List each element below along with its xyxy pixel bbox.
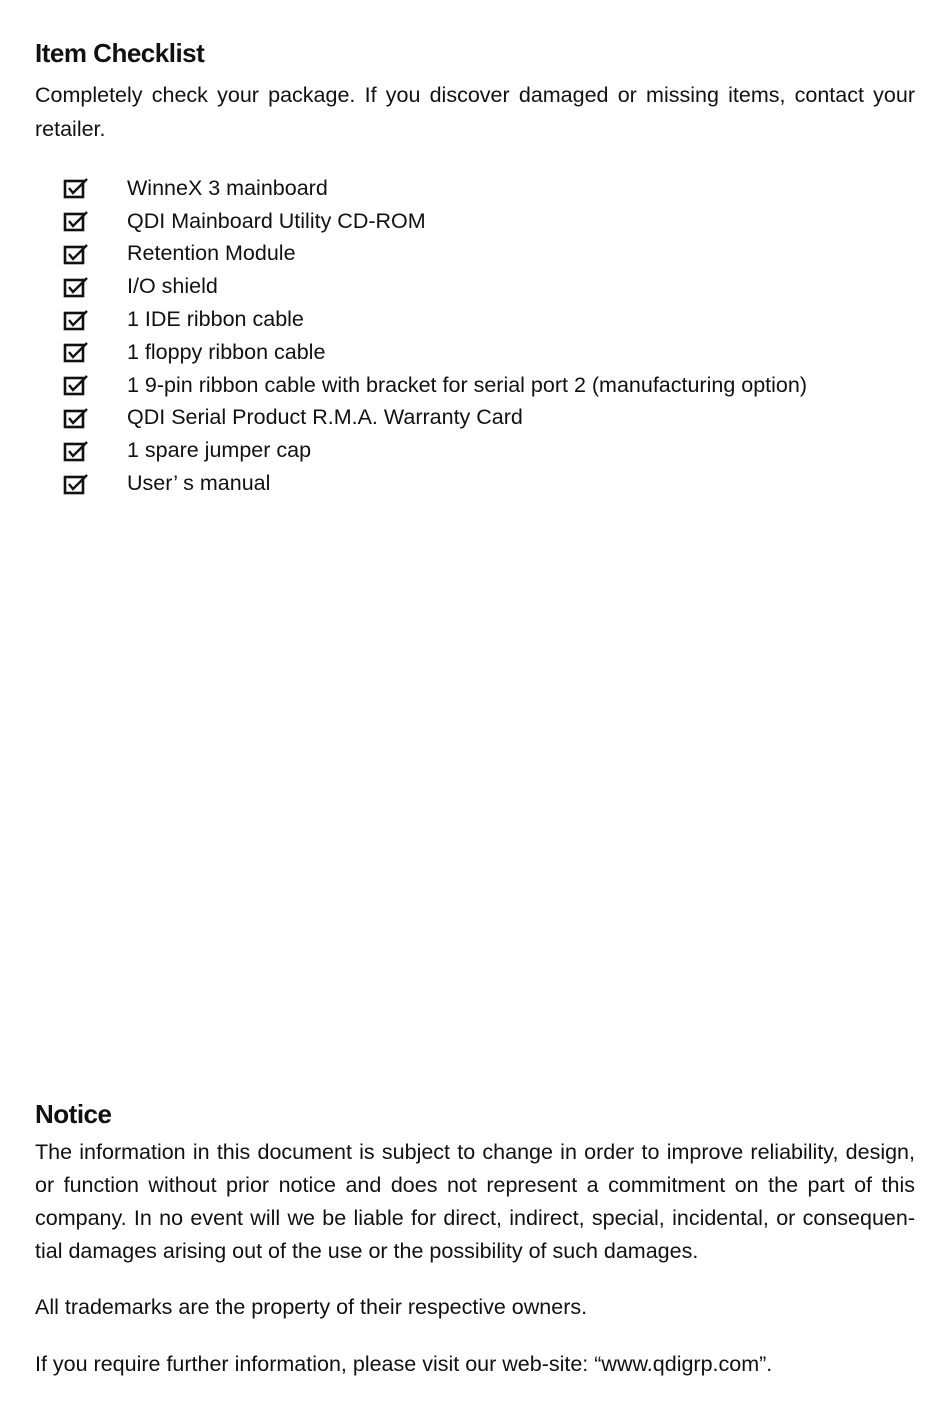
checked-box-icon [63,440,91,462]
notice-paragraph: The information in this document is subject to change in order to improve reliability, design, or function without prior notice and does not represent a commitment on the part of this company. In no event will we be liable for direct, indirect, special, incidental, or consequen-tial damages arising out of the use or the possibility of such damages. [35,1140,915,1263]
checked-box-icon [63,243,91,265]
checklist-item-label: Retention Module [127,241,296,266]
checked-box-icon [63,210,91,232]
checklist-item-label: 1 spare jumper cap [127,438,312,463]
checklist-item [63,369,807,402]
checklist-item-label: 1 IDE ribbon cable [127,307,304,332]
checklist-item [63,336,807,369]
checked-box-icon [63,309,91,331]
checklist-item-label: QDI Serial Product R.M.A. Warranty Card [127,405,523,430]
checklist-item-label: I/O shield [127,274,218,299]
checklist-item-label: WinneX 3 mainboard [127,175,328,200]
checklist-item-label: 1 9-pin ribbon cable with bracket for serial port 2 (manufacturing option) [127,372,807,397]
checked-box-icon [63,177,91,199]
checklist-item [63,467,807,500]
checklist-item [63,172,807,205]
notice-title: Notice [35,1099,112,1129]
website-paragraph: If you require further information, please visit our web-site: “www.qdigrp.com”. [35,1352,773,1376]
checklist-list [63,172,807,500]
checked-box-icon [63,341,91,363]
checklist-title: Item Checklist [35,38,205,68]
checklist-item-label: User’ s manual [127,471,271,496]
checklist-item [63,303,807,336]
checklist-item-label: QDI Mainboard Utility CD-ROM [127,208,426,233]
checklist-item [63,238,807,271]
checklist-intro: Completely check your package. If you discover damaged or missing items, contact your retailer. [35,83,915,141]
checked-box-icon [63,374,91,396]
checked-box-icon [63,276,91,298]
checklist-item [63,434,807,467]
checklist-item [63,205,807,238]
trademark-paragraph: All trademarks are the property of their respective owners. [35,1295,588,1319]
checked-box-icon [63,473,91,495]
checklist-item [63,402,807,435]
checklist-item [63,270,807,303]
checked-box-icon [63,407,91,429]
checklist-item-label: 1 floppy ribbon cable [127,339,326,364]
